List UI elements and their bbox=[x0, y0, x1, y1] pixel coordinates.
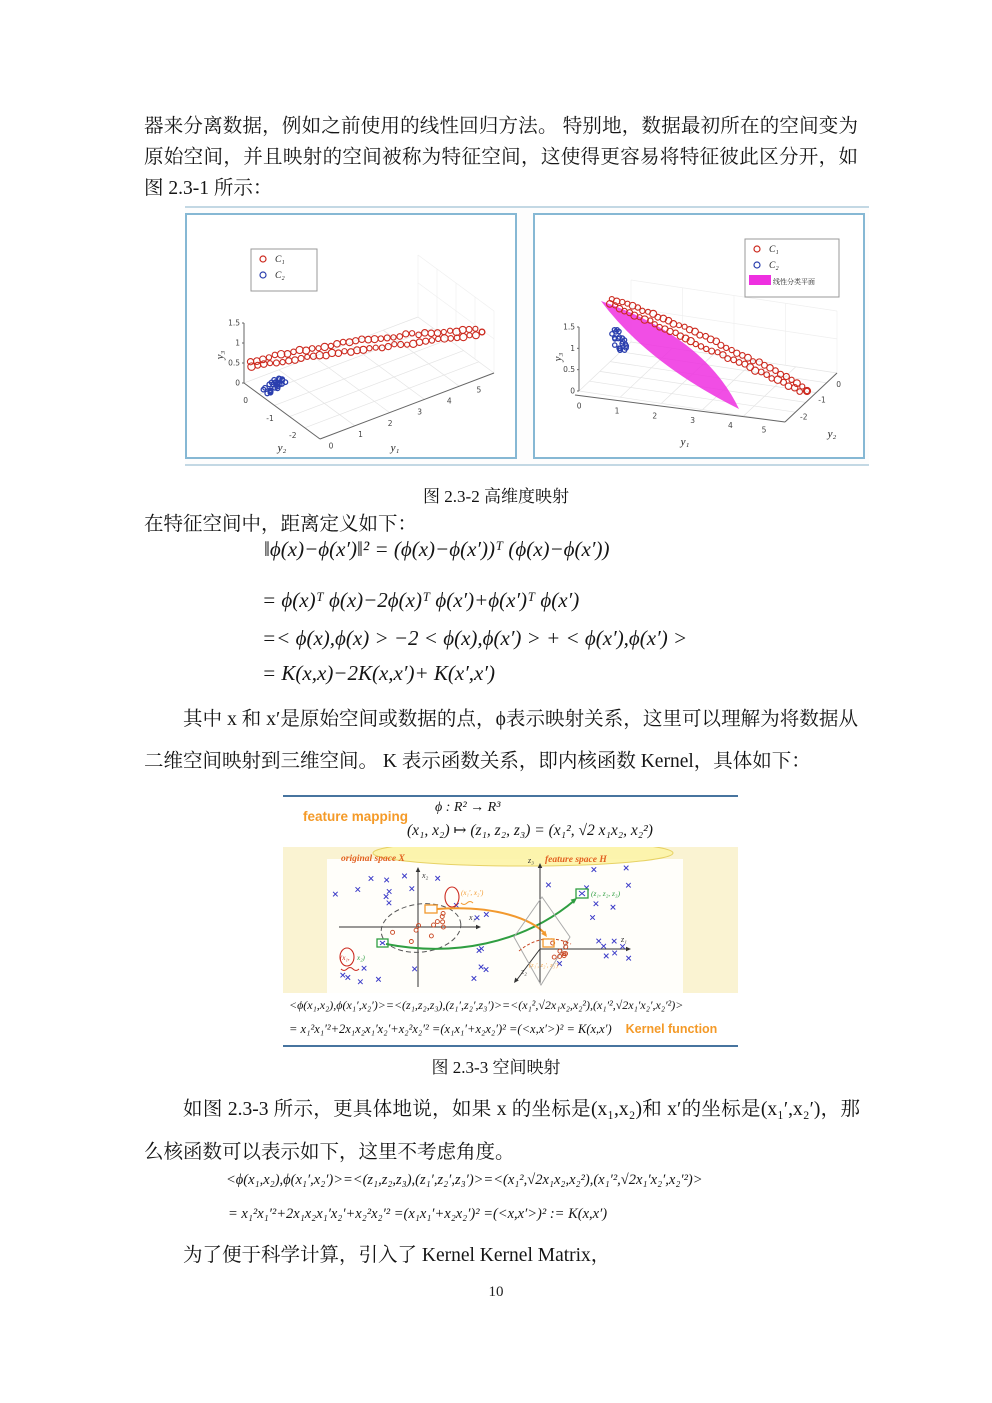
svg-text:1: 1 bbox=[358, 430, 363, 440]
svg-text:0: 0 bbox=[576, 401, 582, 411]
paragraph-kernel-matrix: 为了便于科学计算，引入了 Kernel Kernel Matrix， bbox=[183, 1245, 611, 1266]
kernel-function-label: Kernel function bbox=[625, 1022, 718, 1036]
svg-text:1.5: 1.5 bbox=[228, 318, 240, 328]
svg-text:0.5: 0.5 bbox=[228, 358, 240, 368]
caption-fig-2-3-3: 图 2.3-3 空间映射 bbox=[431, 1058, 561, 1077]
svg-text:(z₁, z₂, z₃): (z₁, z₂, z₃) bbox=[591, 889, 621, 898]
svg-text:y₁: y₁ bbox=[680, 436, 690, 448]
svg-text:C₁: C₁ bbox=[769, 245, 779, 255]
series-c2 bbox=[261, 376, 287, 396]
feature-mapping-label: feature mapping bbox=[303, 809, 409, 824]
distance-intro: 在特征空间中，距离定义如下： bbox=[144, 514, 418, 535]
svg-text:4: 4 bbox=[728, 420, 733, 430]
svg-text:x₁: x₁ bbox=[469, 913, 476, 922]
formula-kernel-2: = x₁²x₁′²+2x₁x₂x₁′x₂′+x₂²x₂′² =(x₁x₁′+x₂x₂′)² =(<x,x′>)² := K(x,x′) bbox=[228, 1206, 608, 1222]
page-number: 10 bbox=[488, 1284, 504, 1300]
figure-kernel-formulas bbox=[283, 993, 738, 1045]
svg-text:2: 2 bbox=[652, 411, 658, 421]
svg-text:-2: -2 bbox=[800, 412, 808, 422]
svg-text:z₃: z₃ bbox=[528, 856, 534, 865]
formula-kernel-1: <ϕ(x₁,x₂),ϕ(x₁′,x₂′)>=<(z₁,z₂,z₃),(z₁′,z₂′,z₃′)>=<(x₁²,√2x₁x₂,x₂²),(x₁′²,√2x₁′x₂′,x₂′²)> bbox=[226, 1172, 703, 1188]
paragraph-mapping: 其中 x 和 x′是原始空间或数据的点，ϕ表示映射关系，这里可以理解为将数据从二维空间映射到三维空间。 K 表示函数关系，即内核函数 Kernel，具体如下： bbox=[144, 709, 858, 772]
svg-text:0: 0 bbox=[570, 386, 575, 396]
formula-distance-2: = ϕ(x)ᵀ ϕ(x)−2ϕ(x)ᵀ ϕ(x′)+ϕ(x′)ᵀ ϕ(x′) bbox=[262, 588, 580, 612]
figure-bottom-rule bbox=[283, 1045, 738, 1047]
svg-text:3: 3 bbox=[690, 416, 695, 426]
svg-text:(z₁′, z₂′, z₃′): (z₁′, z₂′, z₃′) bbox=[529, 962, 559, 969]
svg-text:0: 0 bbox=[328, 441, 334, 451]
svg-text:x₂: x₂ bbox=[422, 871, 429, 880]
scatter3d-no-plane bbox=[187, 215, 515, 457]
svg-text:2: 2 bbox=[387, 418, 393, 428]
svg-text:5: 5 bbox=[476, 385, 482, 395]
svg-text:-2: -2 bbox=[289, 430, 297, 440]
svg-text:1: 1 bbox=[614, 406, 620, 416]
svg-text:1: 1 bbox=[235, 338, 240, 348]
svg-text:0.5: 0.5 bbox=[563, 365, 575, 375]
svg-text:线性分类平面: 线性分类平面 bbox=[773, 278, 815, 286]
svg-text:y₁: y₁ bbox=[390, 442, 400, 454]
svg-text:C₁: C₁ bbox=[275, 255, 285, 265]
svg-text:4: 4 bbox=[446, 396, 452, 406]
svg-text:y₂: y₂ bbox=[277, 442, 287, 454]
svg-text:0: 0 bbox=[836, 379, 842, 389]
svg-text:y₃: y₃ bbox=[214, 350, 226, 360]
svg-text:0: 0 bbox=[243, 396, 249, 406]
series-c1 bbox=[247, 326, 485, 370]
formula-distance-3: =< ϕ(x),ϕ(x) > −2 < ϕ(x),ϕ(x′) > + < ϕ(x′),ϕ(x′) > bbox=[262, 626, 688, 650]
figure-kernel-line-2-text: = x₁²x₁′²+2x₁x₂x₁′x₂′+x₂²x₂′² =(x₁x₁′+x₂x₂′)² =(<x,x′>)² = K(x,x′) bbox=[289, 1022, 612, 1036]
mapping-formula-1: ϕ : R² → R³ bbox=[435, 800, 501, 815]
formula-distance-4: = K(x,x)−2K(x,x′)+ K(x′,x′) bbox=[262, 661, 495, 685]
figure-kernel-line-1: <ϕ(x₁,x₂),ϕ(x₁′,x₂′)>=<(z₁,z₂,z₃),(z₁′,z₂′,z₃′)>=<(x₁²,√2x₁x₂,x₂²),(x₁′²,√2x₁′x₂′,x₂′²)> bbox=[289, 998, 684, 1012]
svg-text:1: 1 bbox=[570, 343, 575, 353]
svg-text:3: 3 bbox=[417, 407, 423, 417]
svg-text:feature space H: feature space H bbox=[545, 855, 607, 865]
scatter3d-with-plane bbox=[535, 215, 863, 457]
svg-text:z₁: z₁ bbox=[621, 935, 627, 944]
plot-3d-right bbox=[533, 213, 865, 459]
svg-text:x₂): x₂) bbox=[357, 954, 365, 962]
figure-kernel-line-2 bbox=[289, 1022, 717, 1037]
svg-text:y₂: y₂ bbox=[827, 428, 837, 440]
svg-text:5: 5 bbox=[761, 425, 767, 435]
svg-text:z₂: z₂ bbox=[521, 967, 527, 976]
svg-text:0: 0 bbox=[235, 378, 240, 388]
svg-text:(x₁′, x₂′): (x₁′, x₂′) bbox=[461, 889, 484, 897]
caption-fig-2-3-2: 图 2.3-2 高维度映射 bbox=[423, 487, 569, 506]
formula-distance-1: ‖ϕ(x)−ϕ(x′)‖² = (ϕ(x)−ϕ(x′))ᵀ (ϕ(x)−ϕ(x′)) bbox=[264, 537, 610, 561]
svg-text:(x₁,: (x₁, bbox=[340, 954, 350, 962]
legend bbox=[251, 249, 317, 291]
svg-text:C₂: C₂ bbox=[275, 271, 285, 281]
svg-text:1.5: 1.5 bbox=[563, 322, 575, 332]
figure-2-3-2 bbox=[185, 206, 869, 466]
mapping-diagram bbox=[283, 847, 738, 993]
plot-3d-left bbox=[185, 213, 517, 459]
paragraph-coordinates: 如图 2.3-3 所示，更具体地说，如果 x 的坐标是(x₁,x₂)和 x′的坐标是(x₁′,x₂′)，那么核函数可以表示如下，这里不考虑角度。 bbox=[144, 1099, 860, 1163]
legend bbox=[745, 239, 839, 297]
mapping-formula-2: (x₁, x₂) ↦ (z₁, z₂, z₃) = (x₁², √2 x₁x₂, x₂²) bbox=[407, 822, 653, 839]
svg-text:original space X: original space X bbox=[341, 854, 405, 864]
svg-text:-1: -1 bbox=[266, 414, 274, 423]
paragraph-intro: 器来分离数据，例如之前使用的线性回归方法。 特别地，数据最初所在的空间变为原始空间，并且映射的空间被称为特征空间，这使得更容易将特征彼此区分开，如图 2.3-1 所示： bbox=[144, 116, 858, 199]
svg-text:C₂: C₂ bbox=[769, 261, 779, 271]
svg-text:-1: -1 bbox=[818, 395, 826, 405]
figure-2-3-3 bbox=[283, 795, 738, 1047]
svg-text:y₃: y₃ bbox=[552, 352, 564, 362]
figure-header bbox=[283, 797, 738, 847]
series-c2 bbox=[610, 328, 629, 353]
